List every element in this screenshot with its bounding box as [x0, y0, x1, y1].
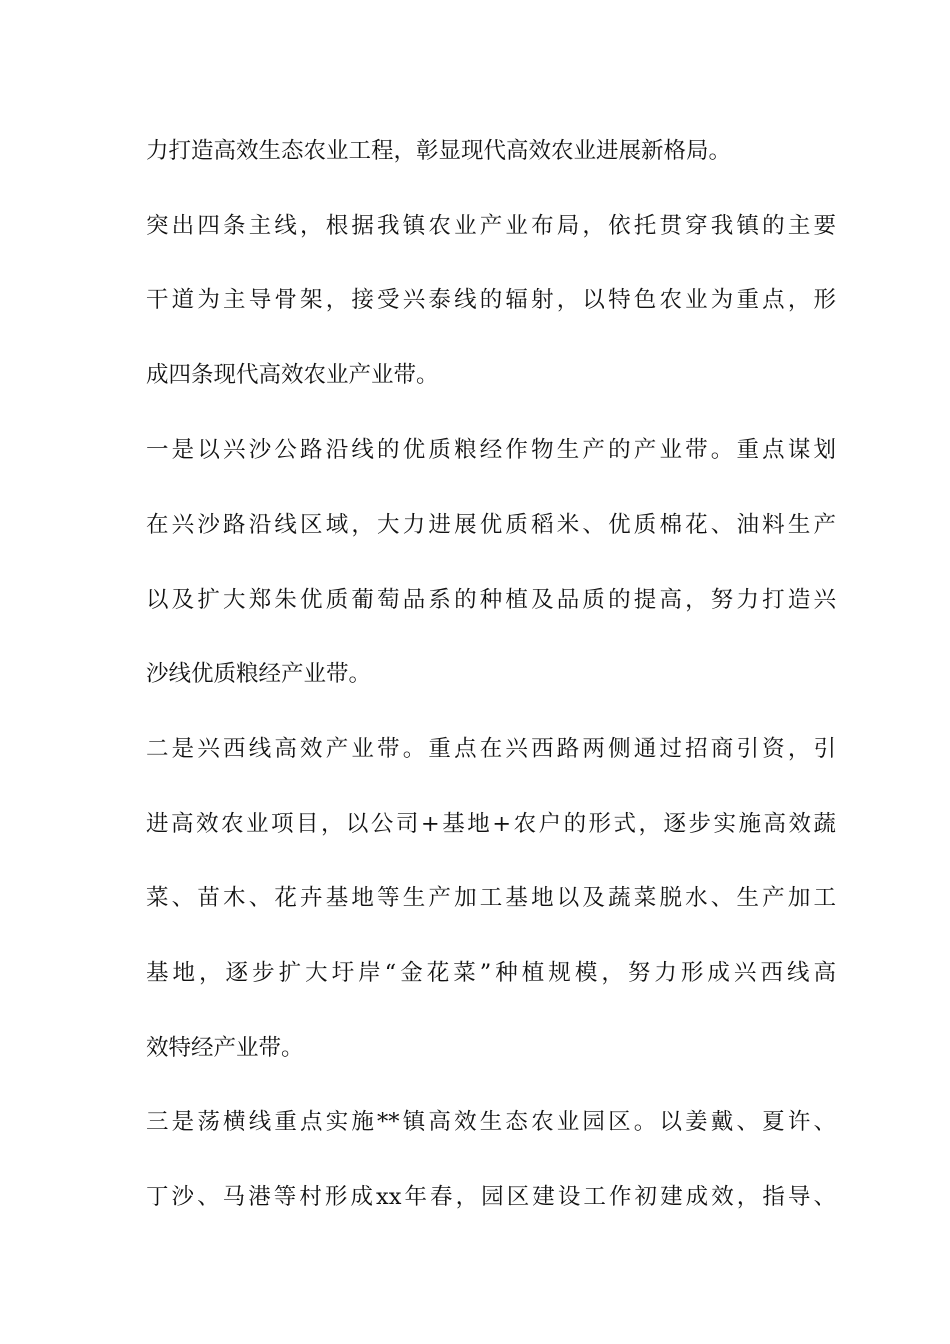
text-line: 力打造高效生态农业工程，彰显现代高效农业进展新格局。 — [146, 138, 732, 164]
text-line: 二是兴西线高效产业带。重点在兴西路两侧通过招商引资，引 — [146, 736, 836, 762]
text-line: 菜、苗木、花卉基地等生产加工基地以及蔬菜脱水、生产加工 — [146, 885, 836, 911]
text-line: 沙线优质粮经产业带。 — [146, 661, 372, 687]
text-line: 基地，逐步扩大圩岸“金花菜”种植规模，努力形成兴西线高 — [146, 960, 836, 986]
text-line: 突出四条主线，根据我镇农业产业布局，依托贯穿我镇的主要 — [146, 213, 836, 239]
text-line: 进高效农业项目，以公司+基地+农户的形式，逐步实施高效蔬 — [146, 811, 836, 837]
text-line: 成四条现代高效农业产业带。 — [146, 362, 439, 388]
text-line: 丁沙、马港等村形成xx年春，园区建设工作初建成效，指导、 — [146, 1184, 836, 1210]
text-line: 干道为主导骨架，接受兴泰线的辐射，以特色农业为重点，形 — [146, 287, 836, 313]
text-line: 一是以兴沙公路沿线的优质粮经作物生产的产业带。重点谋划 — [146, 437, 836, 463]
text-line: 在兴沙路沿线区域，大力进展优质稻米、优质棉花、油料生产 — [146, 512, 836, 538]
text-line: 效特经产业带。 — [146, 1035, 304, 1061]
text-line: 三是荡横线重点实施**镇高效生态农业园区。以姜戴、夏许、 — [146, 1109, 836, 1135]
text-line: 以及扩大郑朱优质葡萄品系的种植及品质的提高，努力打造兴 — [146, 587, 836, 613]
